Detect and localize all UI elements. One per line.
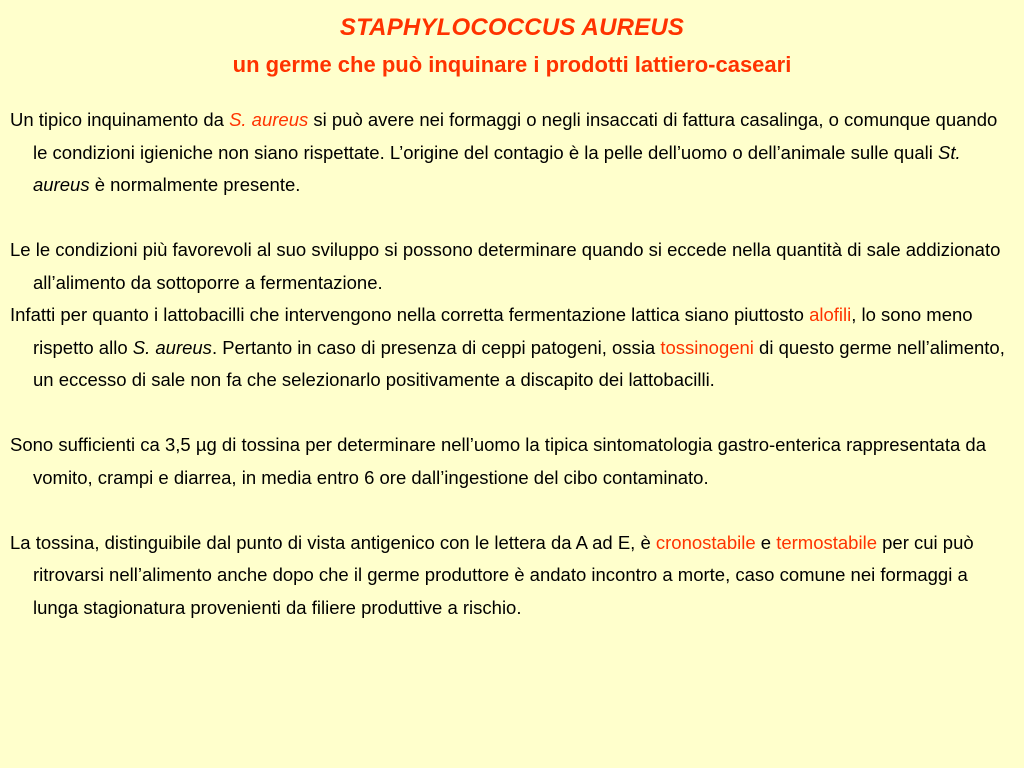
text-run: La tossina, distinguibile dal punto di vista antigenico con le lettera da A ad E, è: [10, 531, 656, 553]
text-run: per cui può ritrovarsi nell’alimento anche dopo che il germe produttore è andato incontro a morte, caso comune nei formaggi a lunga stagionatura provenienti da filiere produttive a rischio.: [33, 531, 974, 618]
paragraph-contamination-source: [10, 104, 1016, 202]
text-run: Un tipico inquinamento da: [10, 109, 230, 130]
slide-body: [10, 104, 1016, 624]
text-run: di questo germe nell’alimento, un eccesso di sale non fa che selezionarlo positivamente a discapito dei lattobacilli.: [33, 336, 1005, 390]
text-run: Le le condizioni più favorevoli al suo sviluppo si possono determinare quando si eccede nella quantità di sale addizionato all’alimento da sottoporre a fermentazione.: [10, 239, 1001, 293]
slide-subtitle: un germe che può inquinare i prodotti lattiero-caseari: [232, 52, 792, 77]
text-run: , lo sono meno rispetto allo: [33, 304, 973, 358]
text-run: e: [755, 531, 777, 553]
term-tossinogeni: tossinogeni: [660, 336, 754, 358]
text-run: g di tossina per determinare nell’uomo la tipica sintomatologia gastro-enterica rappresentata da vomito, crampi e diarrea, in media entro 6 ore dall’ingestione del cibo contaminato.: [33, 434, 986, 488]
text-run: . Pertanto in caso di presenza di ceppi patogeni, ossia: [211, 336, 661, 358]
paragraph-spacer: [10, 494, 1016, 527]
text-run: Sono sufficienti ca 3,5: [10, 434, 196, 455]
term-s-aureus: S. aureus: [132, 336, 212, 358]
term-st-aureus: St. aureus: [33, 141, 961, 195]
text-run: è normalmente presente.: [89, 174, 301, 195]
term-alofili: alofili: [809, 304, 852, 325]
paragraph-spacer: [10, 397, 1016, 430]
slide-title: STAPHYLOCOCCUS AUREUS: [339, 14, 685, 41]
paragraph-lactobacilli: [10, 299, 1016, 397]
text-run: si può avere nei formaggi o negli insaccati di fattura casalinga, o comunque quando le condizioni igieniche non siano rispettate. L’origine del contagio è la pelle dell’uomo o dell’animale sulle quali: [33, 109, 998, 163]
paragraph-toxin-stability: [10, 527, 1016, 625]
term-s-aureus: S. aureus: [229, 109, 309, 130]
paragraph-favourable-conditions: [10, 234, 1016, 299]
term-termostabile: termostabile: [776, 531, 877, 553]
text-run: Infatti per quanto i lattobacilli che intervengono nella corretta fermentazione lattica siano piuttosto: [10, 304, 810, 325]
term-cronostabile: cronostabile: [655, 531, 756, 553]
paragraph-spacer: [10, 202, 1016, 235]
micro-symbol: µ: [195, 434, 207, 455]
paragraph-toxin-dose: [10, 429, 1016, 494]
